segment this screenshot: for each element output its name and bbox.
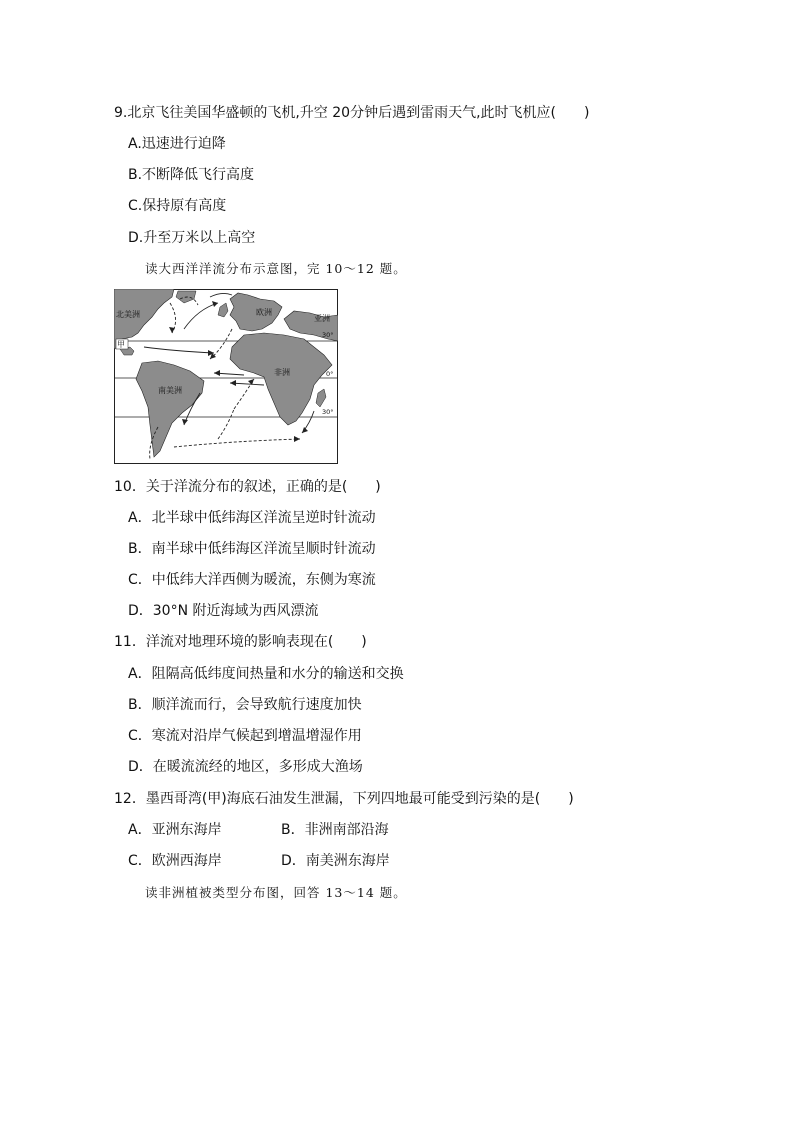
question-10-stem: 10．关于洋流分布的叙述，正确的是( ) [114,479,381,495]
question-10-option-c: C．中低纬大洋西侧为暖流，东侧为寒流 [128,572,376,588]
label-south-america: 南美洲 [158,386,182,395]
label-lat-30n: 30° [322,331,334,339]
atlantic-currents-map [114,289,338,464]
label-lat-0: 0° [326,370,334,378]
question-10-option-d: D．30°N 附近海域为西风漂流 [128,603,319,619]
question-9-option-b: B.不断降低飞行高度 [128,167,255,183]
question-9-stem: 9.北京飞往美国华盛顿的飞机,升空 20分钟后遇到雷雨天气,此时飞机应( ) [114,105,590,121]
label-europe: 欧洲 [256,308,272,317]
question-11-option-a: A．阻隔高低纬度间热量和水分的输送和交换 [128,666,404,682]
question-12-option-a: A．亚洲东海岸 [128,822,222,838]
intro-atlantic-currents: 读大西洋洋流分布示意图，完 10～12 题。 [145,261,407,276]
question-12-option-d: D．南美洲东海岸 [281,853,390,869]
question-12-option-c: C．欧洲西海岸 [128,853,222,869]
question-9-option-d: D.升至万米以上高空 [128,230,256,246]
label-asia: 亚洲 [314,314,330,323]
question-10-option-a: A．北半球中低纬海区洋流呈逆时针流动 [128,510,376,526]
label-north-america: 北美洲 [116,310,140,319]
question-11-stem: 11．洋流对地理环境的影响表现在( ) [114,634,367,650]
label-lat-30s: 30° [322,408,334,416]
intro-africa-vegetation: 读非洲植被类型分布图，回答 13～14 题。 [145,885,407,900]
question-11-option-c: C．寒流对沿岸气候起到增温增湿作用 [128,728,362,744]
question-10-option-b: B．南半球中低纬海区洋流呈顺时针流动 [128,541,376,557]
question-11-option-b: B．顺洋流而行，会导致航行速度加快 [128,697,362,713]
question-12-option-b: B．非洲南部沿海 [281,822,389,838]
question-12-stem: 12．墨西哥湾(甲)海底石油发生泄漏，下列四地最可能受到污染的是( ) [114,791,574,807]
label-jia: 甲 [117,340,125,349]
question-9-option-a: A.迅速进行迫降 [128,136,226,152]
question-11-option-d: D．在暖流流经的地区，多形成大渔场 [128,759,363,775]
label-africa: 非洲 [274,368,290,377]
question-9-option-c: C.保持原有高度 [128,198,227,214]
